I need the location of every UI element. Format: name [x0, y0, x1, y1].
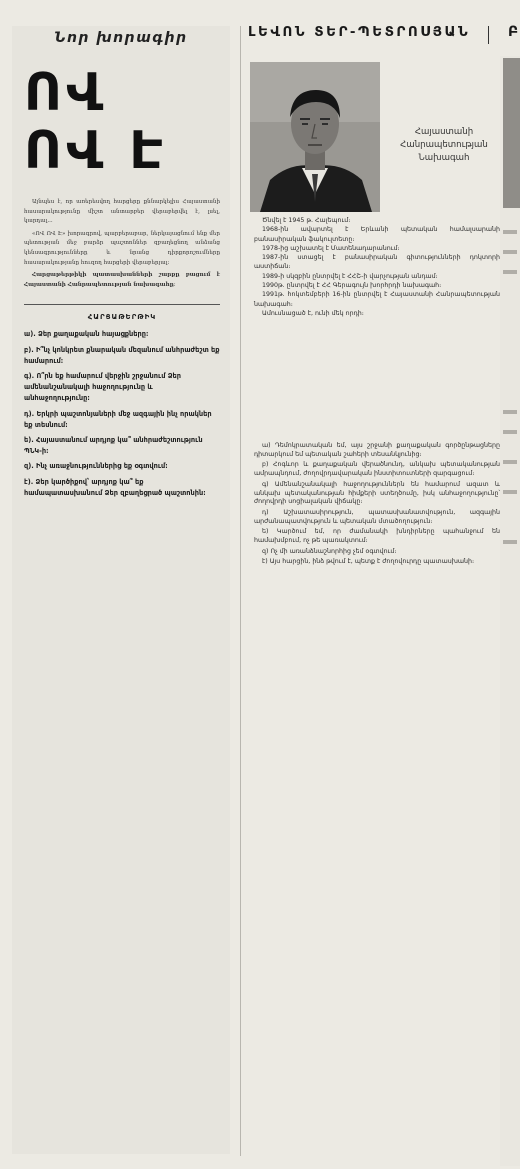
- bio-line: 1978-ից աշխատել է Մատենադարանում։: [262, 244, 400, 252]
- answer-paragraph: ա) Դեմոկրատական եմ, այս շրջանի քաղաքական գործընթացները դիտարկում եմ պետական շահերի տեսանկյունից։: [254, 442, 500, 458]
- portrait-photo: [250, 62, 380, 212]
- left-column: [12, 26, 230, 1154]
- header-separator: [488, 26, 489, 44]
- bio-line: 1991թ. հոկտեմբերի 16-ին ընտրվել է Հայաստանի Հանրապետության նախագահ։: [254, 291, 500, 308]
- author-name: ԼԵՎՈՆ ՏԵՐ-ՊԵՏՐՈՍՅԱՆ: [248, 24, 471, 40]
- adjacent-text-fragment: [503, 410, 517, 414]
- intro-paragraph: «ՈՎ ՈՎ Է» խորագրով, պարբերաբար, ներկայացնում ենք մեր պետության մեջ բարձր պաշտոններ զբաղեցնող անձանց կենսագրությունները և նրանց դիրքորոշումները հասարակությանը հուզող հարցերի վերաբերյալ։: [24, 230, 220, 266]
- question-item: բ). Ի՞նչ կոնկրետ քնարական մեզանում անհրաժեշտ եք համարում։: [24, 345, 220, 365]
- biography: [254, 216, 500, 318]
- answer-paragraph: դ) Աշխատասիրություն, պատասխանատվություն, ազգային արժանապատվություն և պետական մտածողություն։: [254, 508, 500, 525]
- adjacent-page-photo: [503, 58, 520, 208]
- intro-paragraph: Այնպես է, որ առերեսվող հարցերը քննարկելիս Հայաստանի հասարակությունը միշտ անտարբեր վերաբերվել է, լսել, կարդալ...: [24, 199, 220, 225]
- adjacent-page-edge: [500, 56, 520, 1166]
- adjacent-text-fragment: [503, 490, 517, 494]
- adjacent-text-fragment: [503, 230, 517, 234]
- adjacent-text-fragment: [503, 270, 517, 274]
- answers-text: [254, 442, 500, 569]
- photo-caption: Հայաստանի Հանրապետության Նախագահ: [400, 127, 488, 163]
- question-item: է). Ձեր կարծիքով՝ արդյոք կա՞ եք համապատասխանում Ձեր զբաղեցրած պաշտոնին։: [24, 477, 206, 497]
- rubric-label: Նոր խորագիր: [54, 30, 188, 46]
- headline-line-1: ՈՎ: [24, 63, 108, 123]
- headline: [24, 64, 230, 180]
- edge-letter: Բ: [508, 24, 519, 40]
- bio-line: 1990թ. ընտրվել է ՀՀ Գերագույն խորհրդի նախագահ։: [262, 282, 442, 290]
- adjacent-text-fragment: [503, 250, 517, 254]
- adjacent-text-fragment: [503, 540, 517, 544]
- question-item: ա). Ձեր քաղաքական հայացքները։: [24, 330, 149, 339]
- bio-line: 1968-ին ավարտել է Երևանի պետական համալսարանի բանասիրական ֆակուլտետը։: [254, 226, 500, 243]
- headline-line-2: ՈՎ Է: [24, 121, 168, 181]
- question-item: դ). Երկրի պաշտոնյաների մեջ ազգային ինչ որակներ եք տեսնում։: [24, 409, 212, 429]
- question-item: ե). Հայաստանում արդյոք կա՞ անհրաժեշտություն ՊՆԿ-ի։: [24, 435, 203, 456]
- answer-paragraph: բ) Հոգևոր և քաղաքական վերածնունդ, անկախ պետականության ամրապնդում, ժողովրդավարական ինստիտուտների զարգացում։: [254, 461, 500, 478]
- bio-line: Ամուսնացած է, ունի մեկ որդի։: [262, 309, 364, 317]
- bio-line: 1989-ի սկզբին ընտրվել է ՀՀՇ-ի վարչության անդամ։: [262, 272, 438, 280]
- answer-paragraph: է) Այս հարցին, ինձ թվում է, պետք է ժողովուրդը պատասխանի։: [262, 558, 475, 566]
- bio-line: 1987-ին ստացել է բանասիրական գիտությունների դոկտորի աստիճան։: [254, 254, 500, 271]
- intro-text: [24, 198, 220, 290]
- bio-line: Ծնվել է 1945 թ. Հալեպում։: [262, 217, 351, 224]
- questionnaire-heading: ՀԱՐՑԱԹԵՐԹԻԿ: [87, 313, 157, 322]
- answer-paragraph: զ) Ոչ մի առանձնաշնորհից չեմ օգտվում։: [262, 547, 397, 555]
- questionnaire: [24, 304, 220, 499]
- question-item: զ). Ինչ առաջնություններից եք օգտվում։: [24, 462, 168, 471]
- answer-paragraph: գ) Ամենանշանակալի հաջողություններն են համարում ազատ և անկախ պետականության հիմքերի ստեղծումը, իսկ անհաջողությունը՝ ժողովրդի սոցիալական վիճակը։: [254, 480, 500, 506]
- column-divider: [240, 26, 241, 1156]
- intro-paragraph: Հարցաթերթիկի պատասխանների շարքը բացում է Հայաստանի Հանրապետության նախագահը։: [24, 272, 220, 288]
- portrait-image: [250, 62, 380, 212]
- adjacent-text-fragment: [503, 430, 517, 434]
- question-item: գ). Ո՞րն եք համարում վերջին շրջանում Ձեր ամենանշանակալի հաջողությունը և անհաջողությունը։: [24, 371, 182, 403]
- adjacent-text-fragment: [503, 460, 517, 464]
- answer-paragraph: ե) Կարծում եմ, որ ժամանակի խնդիրները պահանջում են համախմբում, ոչ թե պառակտում։: [254, 528, 500, 545]
